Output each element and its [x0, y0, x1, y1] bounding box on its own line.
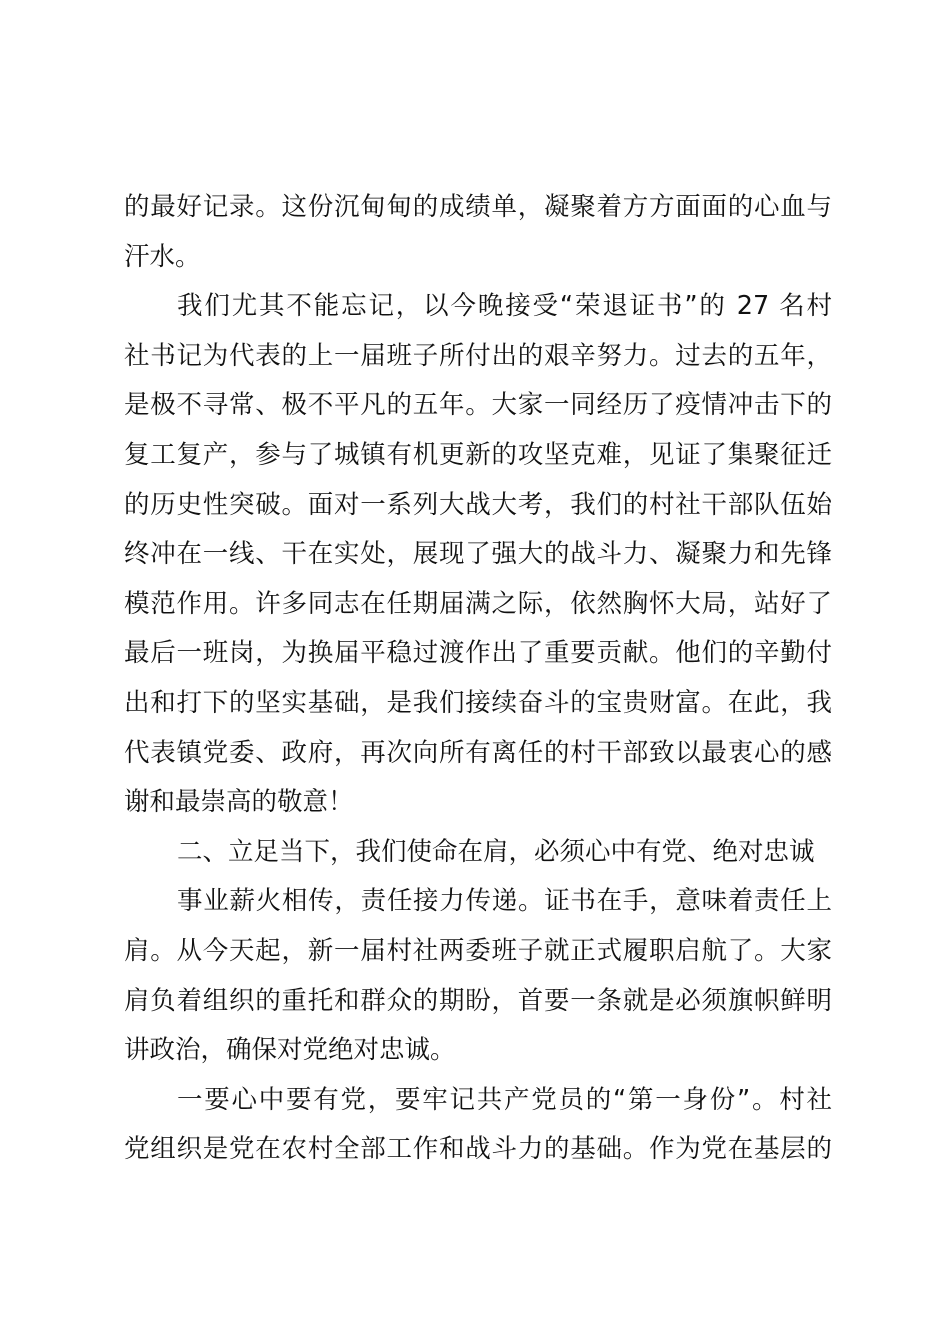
heading-line: 二、立足当下，我们使命在肩，必须心中有党、绝对忠诚 [177, 836, 815, 867]
text-line: 谢和最崇高的敬意！ [124, 787, 354, 818]
text-line: 代表镇党委、政府，再次向所有离任的村干部致以最衷心的感 [124, 737, 832, 768]
paragraph-party-identity [124, 1076, 832, 1175]
text-line: 是极不寻常、极不平凡的五年。大家一同经历了疫情冲击下的 [124, 390, 832, 421]
text-line: 党组织是党在农村全部工作和战斗力的基础。作为党在基层的 [124, 1134, 832, 1165]
text-line: 事业薪火相传，责任接力传递。证书在手，意味着责任上 [177, 886, 832, 917]
text-line: 终冲在一线、干在实处，展现了强大的战斗力、凝聚力和先锋 [124, 539, 832, 570]
text-line: 肩。从今天起，新一届村社两委班子就正式履职启航了。大家 [124, 935, 832, 966]
text-line: 社书记为代表的上一届班子所付出的艰辛努力。过去的五年， [124, 340, 832, 371]
text-line: 复工复产，参与了城镇有机更新的攻坚克难，见证了集聚征迁 [124, 439, 832, 470]
paragraph-tribute [124, 282, 832, 828]
text-line: 出和打下的坚实基础，是我们接续奋斗的宝贵财富。在此，我 [124, 687, 832, 718]
text-line: 的最好记录。这份沉甸甸的成绩单，凝聚着方方面面的心血与 [124, 192, 832, 222]
text-line: 模范作用。许多同志在任期届满之际，依然胸怀大局，站好了 [124, 588, 832, 619]
paragraph-continuation [124, 183, 832, 282]
text-line: 肩负着组织的重托和群众的期盼，首要一条就是必须旗帜鲜明 [124, 985, 832, 1016]
section-heading [124, 828, 832, 878]
text-line: 讲政治，确保对党绝对忠诚。 [124, 1035, 456, 1066]
text-line: 我们尤其不能忘记，以今晚接受“荣退证书”的 27 名村 [177, 291, 832, 322]
text-line: 的历史性突破。面对一系列大战大考，我们的村社干部队伍始 [124, 489, 832, 520]
text-line: 一要心中要有党，要牢记共产党员的“第一身份”。村社 [177, 1084, 832, 1115]
text-line: 汗水。 [124, 241, 201, 272]
paragraph-responsibility [124, 877, 832, 1075]
document-body [124, 183, 832, 1175]
text-line: 最后一班岗，为换届平稳过渡作出了重要贡献。他们的辛勤付 [124, 638, 832, 669]
